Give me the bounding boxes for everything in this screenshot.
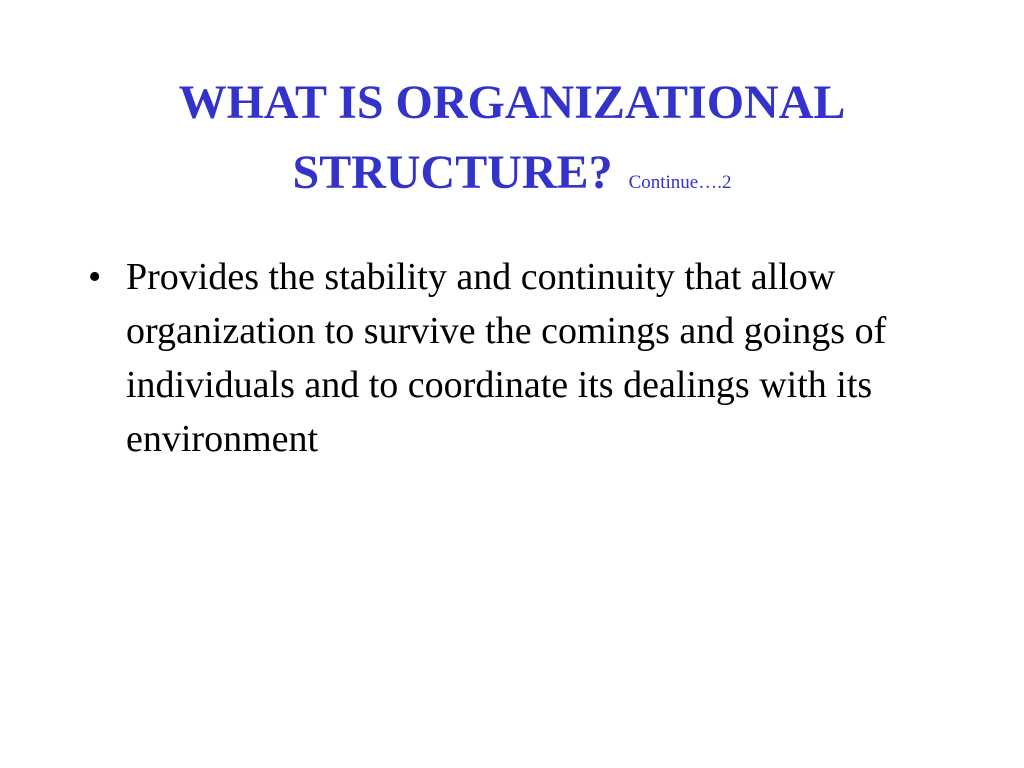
title-line-2-text: STRUCTURE? <box>292 146 613 199</box>
bullet-list <box>88 250 948 466</box>
title-line-1: WHAT IS ORGANIZATIONAL <box>178 76 846 129</box>
slide-title <box>0 68 1024 218</box>
title-continuation: Continue….2 <box>628 172 732 193</box>
bullet-marker: • <box>88 256 102 298</box>
title-line-2 <box>0 138 1024 218</box>
bullet-text: Provides the stability and continuity that allow organization to survive the comings and goings of individuals and to coordinate its dealings with its environment <box>126 256 887 460</box>
bullet-item <box>88 250 948 466</box>
